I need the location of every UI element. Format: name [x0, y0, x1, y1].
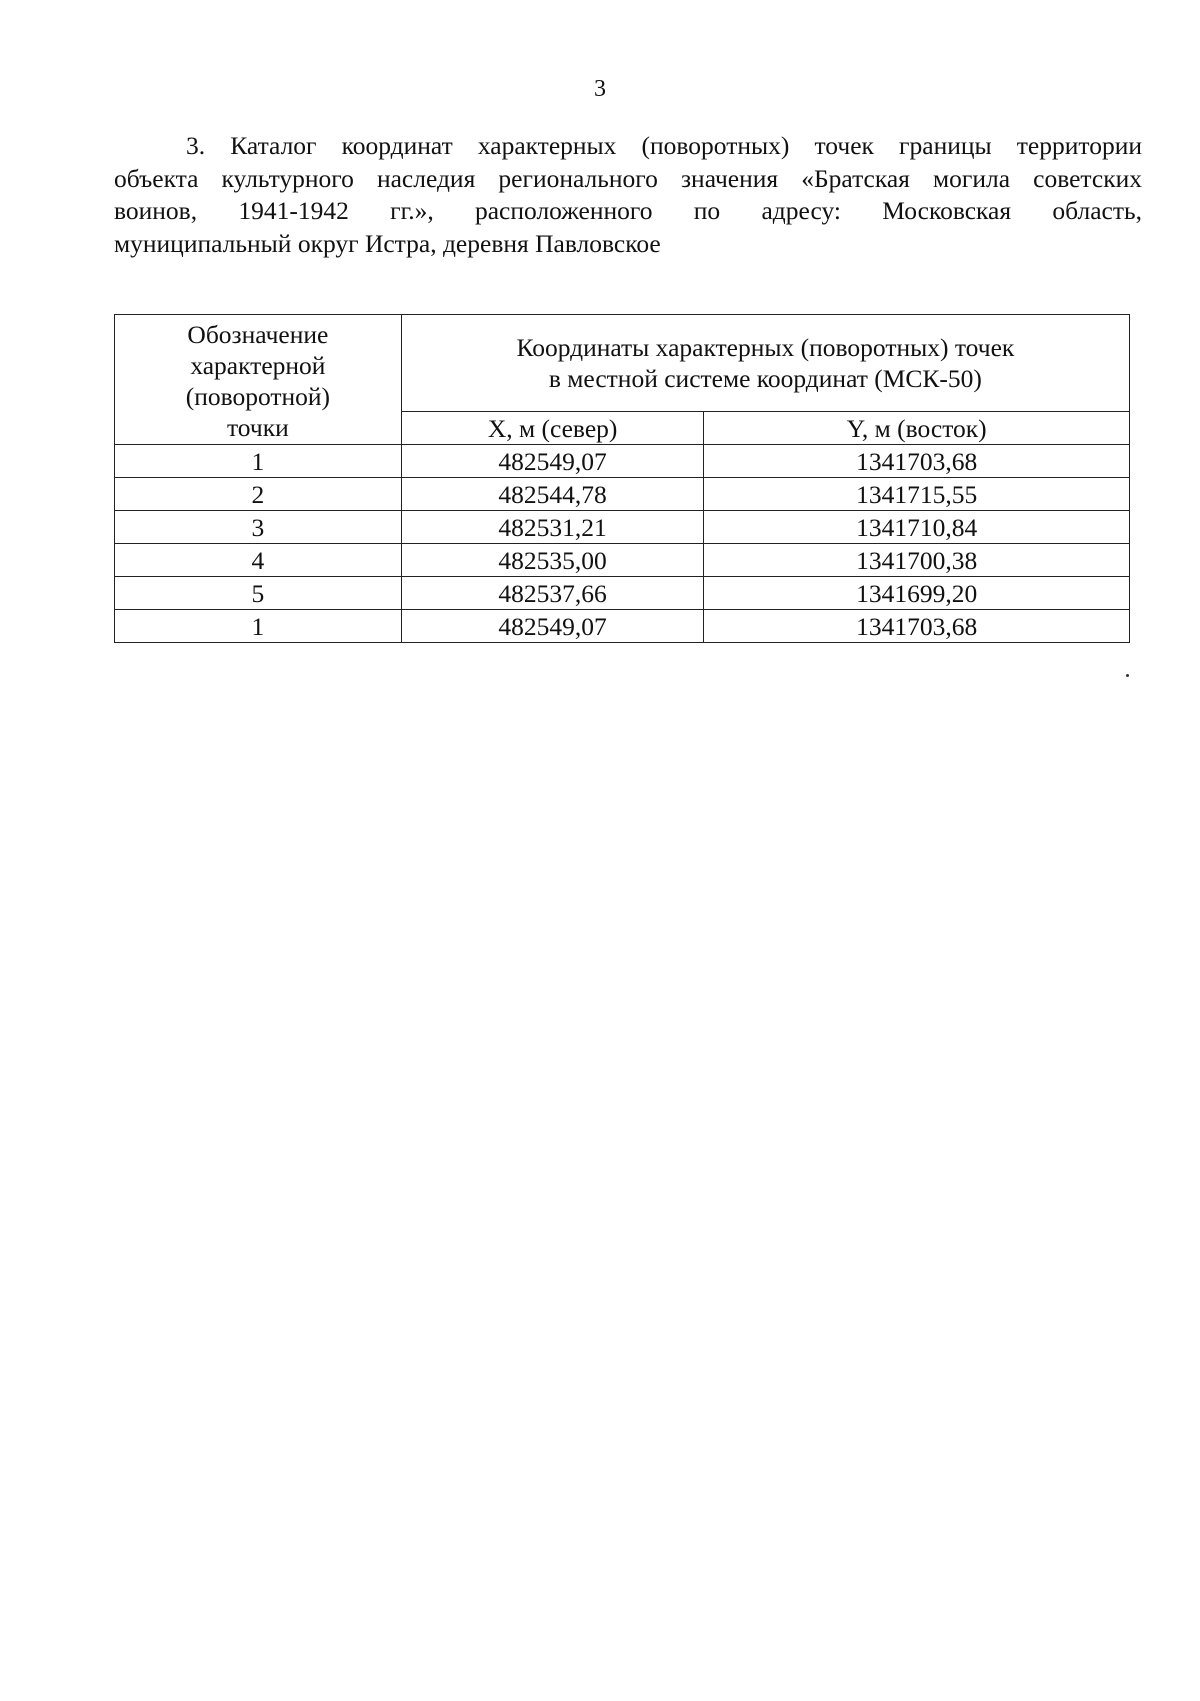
page-number: 3	[594, 76, 606, 102]
paragraph-line: муниципальный округ Истра, деревня Павловское	[114, 228, 661, 258]
coordinates-table	[114, 314, 1130, 643]
header-coords-line: в местной системе координат (МСК-50)	[548, 364, 982, 393]
catalog-paragraph	[114, 130, 1142, 260]
scan-speck	[1126, 674, 1129, 677]
header-point-line: Обозначение	[187, 320, 329, 349]
header-point-line: характерной	[190, 351, 326, 380]
header-x-north: X, м (север)	[401, 412, 704, 445]
cell-y-coordinate: 1341699,20	[704, 577, 1130, 610]
cell-y-coordinate: 1341715,55	[704, 478, 1130, 511]
cell-y-coordinate: 1341700,38	[704, 544, 1130, 577]
table-header-row	[115, 315, 1130, 412]
header-point-line: точки	[227, 413, 289, 442]
cell-y-coordinate: 1341703,68	[704, 445, 1130, 478]
header-coordinates	[401, 315, 1129, 412]
header-coords-line: Координаты характерных (поворотных) точек	[516, 333, 1015, 362]
cell-point-number: 1	[115, 445, 402, 478]
cell-x-coordinate: 482531,21	[401, 511, 704, 544]
cell-x-coordinate: 482544,78	[401, 478, 704, 511]
paragraph-line: объекта культурного наследия регионального значения «Братская могила советских	[114, 163, 1142, 193]
table-row	[115, 445, 1130, 478]
header-point-line: (поворотной)	[185, 382, 331, 411]
header-y-east: Y, м (восток)	[704, 412, 1130, 445]
cell-x-coordinate: 482535,00	[401, 544, 704, 577]
cell-point-number: 1	[115, 610, 402, 643]
cell-point-number: 2	[115, 478, 402, 511]
table-row	[115, 544, 1130, 577]
cell-point-number: 4	[115, 544, 402, 577]
table-row	[115, 511, 1130, 544]
cell-y-coordinate: 1341703,68	[704, 610, 1130, 643]
header-point-designation	[115, 315, 402, 445]
table-row	[115, 577, 1130, 610]
table-row	[115, 610, 1130, 643]
paragraph-line: 3. Каталог координат характерных (поворотных) точек границы территории	[186, 131, 1142, 160]
cell-x-coordinate: 482549,07	[401, 445, 704, 478]
paragraph-line: воинов, 1941-1942 гг.», расположенного по адресу: Московская область,	[114, 196, 1142, 225]
cell-point-number: 3	[115, 511, 402, 544]
table-row	[115, 478, 1130, 511]
cell-y-coordinate: 1341710,84	[704, 511, 1130, 544]
cell-point-number: 5	[115, 577, 402, 610]
table-body	[115, 445, 1130, 643]
cell-x-coordinate: 482537,66	[401, 577, 704, 610]
cell-x-coordinate: 482549,07	[401, 610, 704, 643]
